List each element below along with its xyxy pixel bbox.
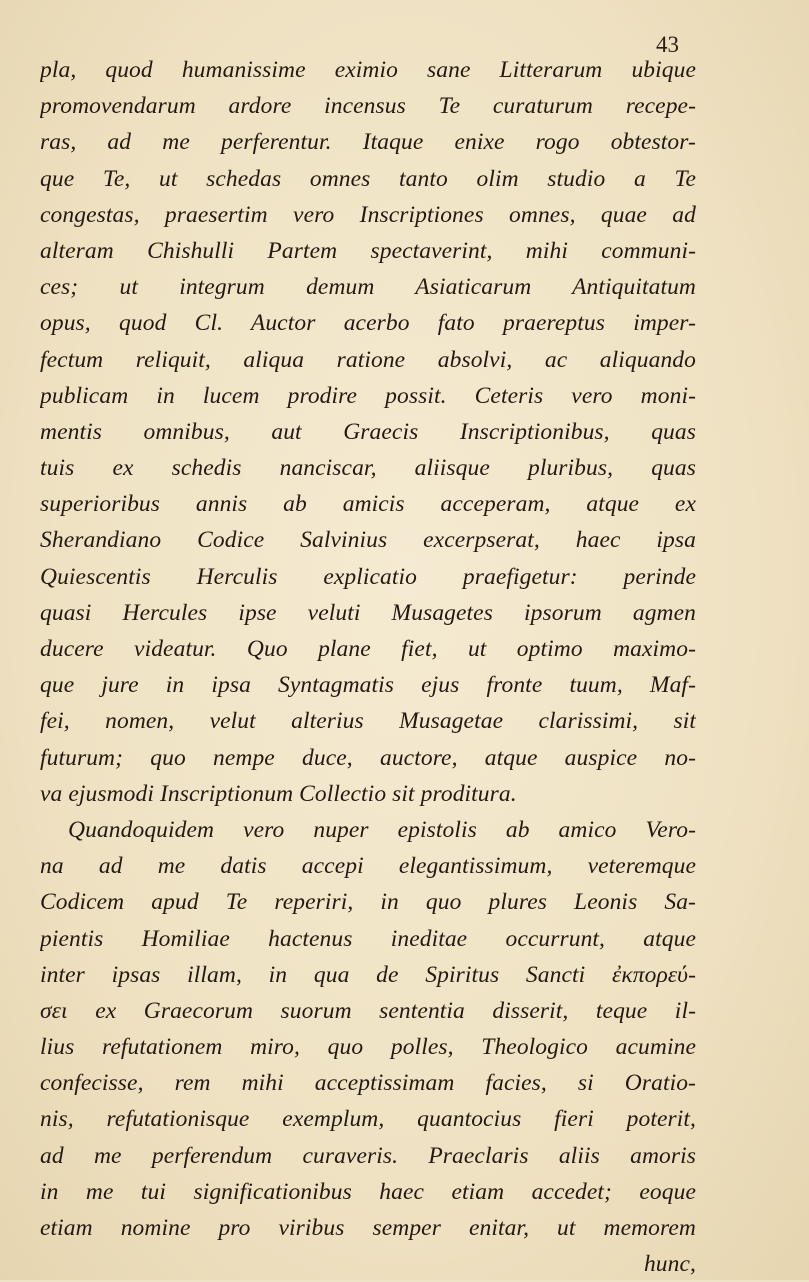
text-line: lius refutationem miro, quo polles, Theologico acumine <box>40 1034 696 1061</box>
paragraph-2 <box>40 812 696 1246</box>
text-line: ras, ad me perferentur. Itaque enixe rogo obtestor- <box>40 129 696 156</box>
text-line: nis, refutationisque exemplum, quantocius fieri poterit, <box>40 1106 696 1133</box>
text-line: Codicem apud Te reperiri, in quo plures Leonis Sa- <box>40 889 696 916</box>
text-line: inter ipsas illam, in qua de Spiritus Sancti ἐκπορεύ- <box>40 961 696 988</box>
text-line: opus, quod Cl. Auctor acerbo fato praereptus imper- <box>40 310 696 337</box>
text-line: congestas, praesertim vero Inscriptiones omnes, quae ad <box>40 201 696 228</box>
text-line: tuis ex schedis nanciscar, aliisque pluribus, quas <box>40 455 696 482</box>
text-line: ducere videatur. Quo plane fiet, ut optimo maximo- <box>40 636 696 662</box>
text-line: etiam nomine pro viribus semper enitar, ut memorem <box>40 1215 696 1241</box>
text-line: promovendarum ardore incensus Te curaturum recepe- <box>40 93 696 120</box>
text-line: que jure in ipsa Syntagmatis ejus fronte tuum, Maf- <box>40 672 696 699</box>
catchword: hunc, <box>643 1251 696 1278</box>
text-line: mentis omnibus, aut Graecis Inscriptionibus, quas <box>40 418 696 445</box>
text-line: ad me perferendum curaveris. Praeclaris aliis amoris <box>40 1142 696 1169</box>
text-line: fei, nomen, velut alterius Musagetae clarissimi, sit <box>40 708 696 735</box>
text-line: alteram Chishulli Partem spectaverint, mihi communi- <box>40 237 696 264</box>
text-line: σει ex Graecorum suorum sententia disserit, teque il- <box>40 997 696 1024</box>
body-text <box>40 52 696 1282</box>
text-line: publicam in lucem prodire possit. Ceteris vero moni- <box>40 382 696 409</box>
text-line: confecisse, rem mihi acceptissimam facies, si Oratio- <box>40 1070 696 1097</box>
text-line: na ad me datis accepi elegantissimum, veteremque <box>40 853 696 880</box>
text-line: superioribus annis ab amicis acceperam, atque ex <box>40 491 696 518</box>
text-line: pientis Homiliae hactenus ineditae occurrunt, atque <box>40 925 696 952</box>
text-line: futurum; quo nempe duce, auctore, atque auspice no- <box>40 744 696 771</box>
text-line: in me tui significationibus haec etiam accedet; eoque <box>40 1178 696 1205</box>
page-number: 43 <box>656 32 679 57</box>
text-line: ces; ut integrum demum Asiaticarum Antiquitatum <box>40 274 696 301</box>
text-line: pla, quod humanissime eximio sane Litterarum ubique <box>40 57 696 83</box>
text-line: Quandoquidem vero nuper epistolis ab amico Vero- <box>68 816 696 843</box>
text-line: fectum reliquit, aliqua ratione absolvi, ac aliquando <box>40 346 696 373</box>
text-line: Quiescentis Herculis explicatio praefigetur: perinde <box>40 563 696 590</box>
text-line: va ejusmodi Inscriptionum Collectio sit proditura. <box>40 780 517 807</box>
text-line: quasi Hercules ipse veluti Musagetes ipsorum agmen <box>40 599 696 626</box>
paragraph-1 <box>40 52 696 812</box>
text-line: que Te, ut schedas omnes tanto olim studio a Te <box>40 165 696 192</box>
text-line: Sherandiano Codice Salvinius excerpserat, haec ipsa <box>40 527 696 554</box>
